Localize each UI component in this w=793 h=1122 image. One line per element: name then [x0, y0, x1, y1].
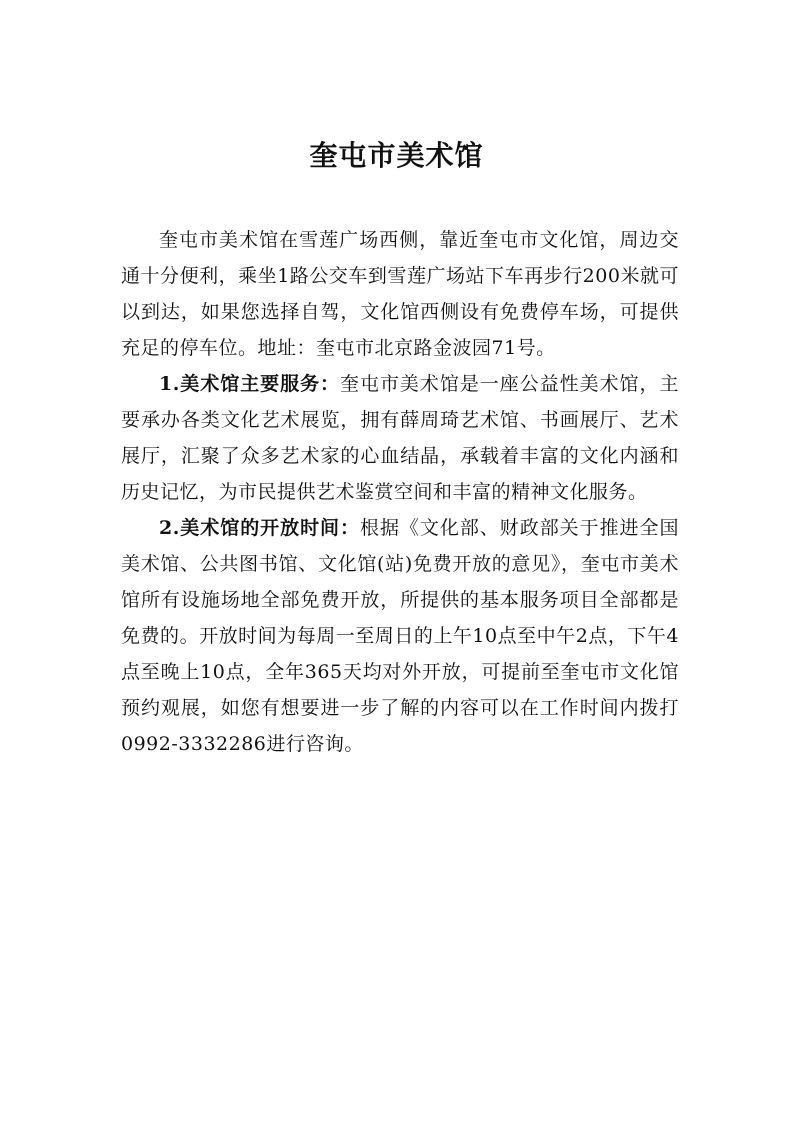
section-hours-heading: 2.美术馆的开放时间：: [159, 517, 360, 539]
section-hours-text: 根据《文化部、财政部关于推进全国美术馆、公共图书馆、文化馆(站)免费开放的意见》，奎屯市美术馆所有设施场地全部免费开放，所提供的基本服务项目全部都是免费的。开放时间为每周一至周日的上午10点至中午2点，下午4点至晚上10点，全年365天均对外开放，可提前至奎屯市文化馆预约观展，如您有想要进一步了解的内容可以在工作时间内拨打0992-3332286进行咨询。: [121, 517, 679, 755]
section-hours-paragraph: [121, 510, 679, 762]
document-body: [121, 222, 679, 762]
section-services-heading: 1.美术馆主要服务：: [159, 373, 341, 395]
document-title: 奎屯市美术馆: [309, 139, 484, 172]
section-services-text: 奎屯市美术馆是一座公益性美术馆，主要承办各类文化艺术展览，拥有薛周琦艺术馆、书画展厅、艺术展厅，汇聚了众多艺术家的心血结晶，承载着丰富的文化内涵和历史记忆，为市民提供艺术鉴赏空间和丰富的精神文化服务。: [121, 373, 679, 503]
intro-paragraph: 奎屯市美术馆在雪莲广场西侧，靠近奎屯市文化馆，周边交通十分便利，乘坐1路公交车到雪莲广场站下车再步行200米就可以到达，如果您选择自驾，文化馆西侧设有免费停车场，可提供充足的停车位。地址：奎屯市北京路金波园71号。: [121, 229, 679, 359]
section-services-paragraph: [121, 366, 679, 510]
